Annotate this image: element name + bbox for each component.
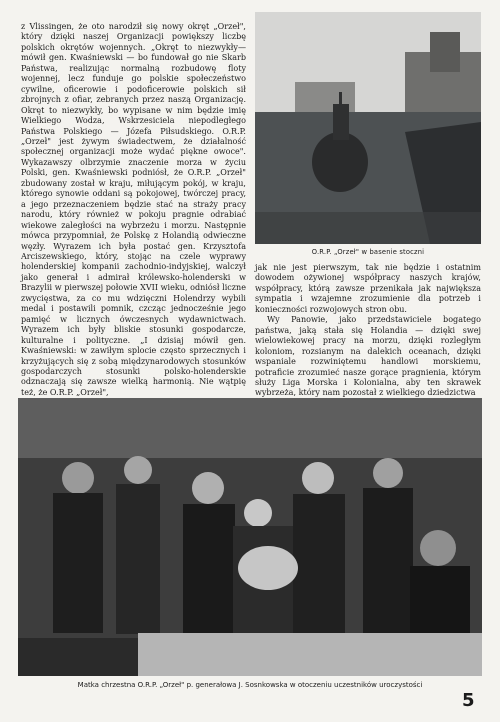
right-paragraph-2: Wy Panowie, jako przedstawiciele bogatego państwa, jaką stała się Holandia — dzięki swej wielowiekowej pracy na morzu, dzięki rozległym koloniom, rozsianym na dalekich oceanach, dzięki wspaniale rozwiniętemu handlowi morskiemu, potraficie zrozumieć nasze gorące pragnienia, którym służy Liga Morska i Kolonialna, aby ten skrawek wybrzeża, który nam pozostał z wielkiego dziedzictwa [255, 315, 481, 398]
top-photo-caption: O.R.P. „Orzeł" w basenie stoczni [311, 248, 425, 256]
crowd-illustration [18, 398, 482, 676]
submarine-illustration [255, 12, 481, 244]
ceremony-photo [18, 398, 482, 676]
page-number: 5 [462, 690, 475, 711]
right-paragraph-1: jak nie jest pierwszym, tak nie będzie i ostatnim dowodem ożywionej współpracy naszych krajów, współpracy, którą zawsze przenikała jak największa sympatia i wzajemne zrozumienie dla potrzeb i konieczności rozwojowych stron obu. [255, 263, 481, 314]
bottom-photo-caption: Matka chrzestna O.R.P. „Orzeł" p. generałowa J. Sosnkowska w otoczeniu uczestników uroczystości [77, 681, 423, 689]
left-paragraph: z Vlissingen, że oto narodził się nowy okręt „Orzeł", który dzięki naszej Organizacji powiększy liczbę polskich okrętów wojennych. „Okręt to niezwykły— mówił gen. Kwaśniewski — bo fundował go nie Skarb Państwa, realizując normalną rozbudowę floty wojennej, lecz funduje go polskie społeczeństwo cywilne, oficerowie i podoficerowie polskich sił zbrojnych z ofiar, zebranych przez naszą Organizację. Okręt to niezwykły, bo wypisane w nim będzie imię Wielkiego Wodza, Wskrzesiciela niepodległego Państwa Polskiego — Józefa Piłsudskiego. O.R.P. „Orzeł" jest żywym świadectwem, że działalność społecznej organizacji może wydać piękne owoce". Wykazawszy olbrzymie znaczenie morza w życiu Polski, gen. Kwaśniewski podniósł, że O.R.P. „Orzeł" zbudowany został w kraju, miłującym pokój, w kraju, którego synowie oddani są pokojowej, twórczej pracy, a jego przeznaczeniem będzie stać na straży pracy narodu, który również w pokoju pragnie odrabiać wiekowe zaległości na wybrzeżu i morzu. Następnie mówca przypomniał, że Polskę z Holandią odwieczne węzły. Wyrazem ich była postać gen. Krzysztofa Arciszewskiego, który, stojąc na czele wyprawy holenderskiej kompanii zachodnio-indyjskiej, walczył jako generał i admirał królewsko-holenderski w Brazylii w pierwszej połowie XVII wieku, odniósł liczne zwycięstwa, za co mu wdzięczni Holendrzy wybili medal i postawili pomnik, czcząc jednocześnie jego pamięć w licznych ówczesnych wydawnictwach. Wyrazem ich były bliskie stosunki gospodarcze, kulturalne i polityczne. „I dzisiaj mówił gen. Kwaśniewski: w zawiłym splocie często sprzecznych i krzyżujących się z sobą międzynarodowych stosunków gospodarczych stosunki polsko-holenderskie odznaczają się zawsze wielką harmonią. Nie wątpię też, że O.R.P. „Orzeł", [21, 22, 246, 397]
left-text-column [21, 22, 246, 398]
submarine-photo [255, 12, 481, 244]
right-text-column [255, 263, 481, 399]
